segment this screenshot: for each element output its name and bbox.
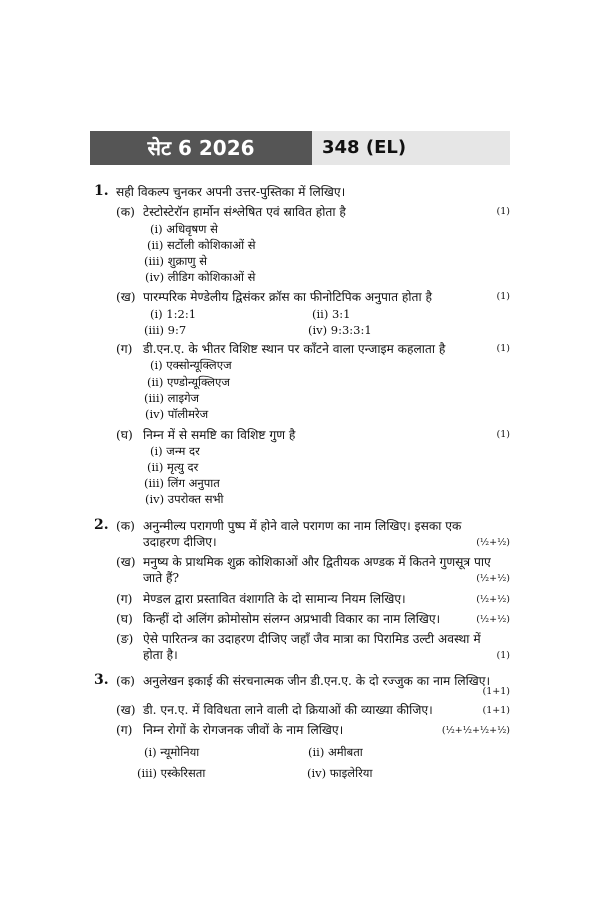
q1d-option-2: (ii) मृत्यु दर [147, 460, 199, 474]
q1c-option-4: (iv) पॉलीमरेज [145, 407, 209, 421]
q2e-line2: होता है। [143, 648, 178, 662]
paper-code: 348 (EL) [312, 131, 510, 165]
q1d-marks: (1) [496, 429, 510, 440]
q1a-option-2: (ii) सर्टोली कोशिकाओं से [147, 238, 256, 252]
q2c-line1: मेण्डल द्वारा प्रस्तावित वंशागति के दो सामान्य नियम लिखिए। [143, 592, 406, 606]
q2c-label: (ग) [116, 592, 133, 606]
q2d-line1: किन्हीं दो अलिंग क्रोमोसोम संलग्न अप्रभावी विकार का नाम लिखिए। [143, 612, 441, 626]
q3b-label: (ख) [116, 703, 136, 717]
q1a-option-3: (iii) शुक्राणु से [144, 254, 208, 268]
q2a-line2: उदाहरण दीजिए। [143, 535, 217, 549]
q2a-marks: (½+½) [476, 537, 510, 548]
q3a-marks: (1+1) [482, 686, 510, 697]
q2b-line2: जाते हैं? [143, 571, 180, 585]
q1b-option-3: (iii) 9:7 [144, 323, 187, 337]
q3b-line1: डी. एन.ए. में विविधता लाने वाली दो क्रियाओं की व्याख्या कीजिए। [143, 703, 433, 717]
q1d-option-1: (i) जन्म दर [150, 444, 200, 458]
q1c-option-2: (ii) एण्डोन्यूक्लिएज [147, 375, 230, 389]
q1b-label: (ख) [116, 290, 136, 304]
q3-number: 3. [94, 672, 109, 688]
q1b-marks: (1) [496, 291, 510, 302]
q1a-option-1: (i) अधिवृषण से [150, 222, 218, 236]
q3c-line1: निम्न रोगों के रोगजनक जीवों के नाम लिखिए। [143, 723, 344, 737]
q3b-marks: (1+1) [482, 705, 510, 716]
q1b-option-1: (i) 1:2:1 [150, 307, 197, 321]
q1d-text: निम्न में से समष्टि का विशिष्ट गुण है [143, 428, 296, 442]
q3c-option-2: (ii) अमीबता [308, 745, 363, 759]
q1a-label: (क) [116, 205, 135, 219]
q1c-text: डी.एन.ए. के भीतर विशिष्ट स्थान पर काँटने वाला एन्जाइम कहलाता है [143, 342, 446, 356]
q1c-option-1: (i) एक्सोन्यूक्लिएज [150, 358, 232, 372]
q3c-option-4: (iv) फाइलेरिया [307, 766, 373, 780]
q1c-option-3: (iii) लाइगेज [144, 391, 200, 405]
q2b-marks: (½+½) [476, 573, 510, 584]
q1b-option-2: (ii) 3:1 [312, 307, 351, 321]
q1-number: 1. [94, 183, 109, 199]
q3c-label: (ग) [116, 723, 133, 737]
q1c-marks: (1) [496, 343, 510, 354]
q2b-label: (ख) [116, 555, 136, 569]
q2-number: 2. [94, 517, 109, 533]
q2c-marks: (½+½) [476, 594, 510, 605]
q1d-option-4: (iv) उपरोक्त सभी [145, 492, 224, 506]
q1-instruction: सही विकल्प चुनकर अपनी उत्तर-पुस्तिका में लिखिए। [116, 185, 346, 199]
q2d-marks: (½+½) [476, 614, 510, 625]
set-banner [90, 131, 510, 165]
q1a-text: टेस्टोस्टेरॉन हार्मोन संश्लेषित एवं स्रावित होता है [143, 205, 346, 219]
q1a-marks: (1) [496, 206, 510, 217]
q2a-label: (क) [116, 519, 135, 533]
q2e-label: (ङ) [116, 632, 134, 646]
q2e-line1: ऐसे पारितन्त्र का उदाहरण दीजिए जहाँ जैव मात्रा का पिरामिड उल्टी अवस्था में [143, 632, 481, 646]
q1b-text: पारम्परिक मेण्डेलीय द्विसंकर क्रॉस का फीनोटिपिक अनुपात होता है [143, 290, 432, 304]
q3a-line1: अनुलेखन इकाई की संरचनात्मक जीन डी.एन.ए. के दो रज्जुक का नाम लिखिए। [143, 674, 491, 688]
q3c-option-1: (i) न्यूमोनिया [144, 745, 200, 759]
q1d-option-3: (iii) लिंग अनुपात [144, 476, 220, 490]
q3a-label: (क) [116, 674, 135, 688]
q2b-line1: मनुष्य के प्राथमिक शुक्र कोशिकाओं और द्वितीयक अण्डक में कितने गुणसूत्र पाए [143, 555, 491, 569]
q3c-option-3: (iii) एस्केरिसता [137, 766, 206, 780]
q1b-option-4: (iv) 9:3:3:1 [308, 323, 372, 337]
q1c-label: (ग) [116, 342, 133, 356]
set-label: सेट 6 2026 [90, 131, 312, 165]
q2a-line1: अनुन्मील्य परागणी पुष्प में होने वाले परागण का नाम लिखिए। इसका एक [143, 519, 462, 533]
q1d-label: (घ) [116, 428, 133, 442]
q1a-option-4: (iv) लीडिग कोशिकाओं से [145, 270, 256, 284]
q2d-label: (घ) [116, 612, 133, 626]
q3c-marks: (½+½+½+½) [441, 725, 510, 736]
q2e-marks: (1) [496, 650, 510, 661]
